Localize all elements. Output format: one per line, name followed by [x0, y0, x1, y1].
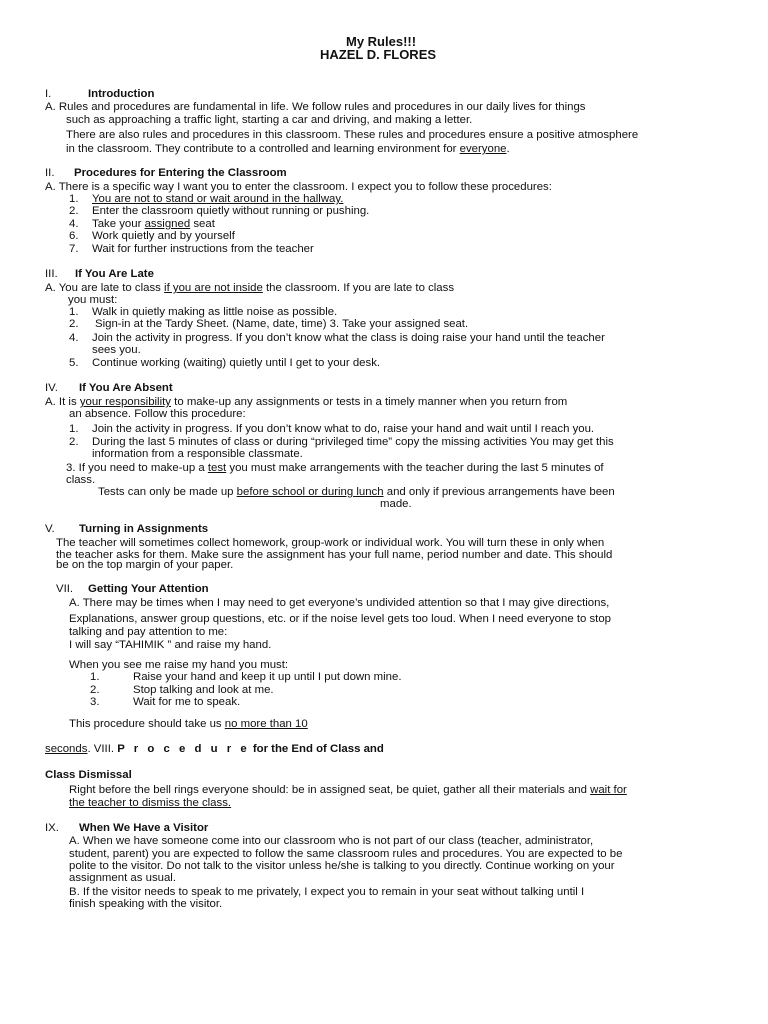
- list-number: 7.: [69, 243, 79, 255]
- section-heading: Getting Your Attention: [88, 583, 209, 595]
- list-item: During the last 5 minutes of class or during “privileged time” copy the missing activities You may get this: [92, 436, 614, 448]
- list-item: Work quietly and by yourself: [92, 230, 235, 242]
- list-item-continuation: information from a responsible classmate.: [92, 448, 303, 460]
- list-item: Stop talking and look at me.: [133, 684, 274, 696]
- paragraph-line: This procedure should take us no more than 10: [69, 718, 308, 730]
- list-item: Raise your hand and keep it up until I put down mine.: [133, 671, 402, 683]
- paragraph-line: A. There may be times when I may need to get everyone’s undivided attention so that I may give directions,: [69, 597, 610, 609]
- section-number: IV.: [45, 382, 58, 394]
- paragraph-line: The teacher will sometimes collect homework, group-work or individual work. You will turn these in only when: [56, 537, 605, 549]
- paragraph-line: When you see me raise my hand you must:: [69, 659, 289, 671]
- paragraph-line: polite to the visitor. Do not talk to the visitor unless he/she is talking to you directly. Continue working on your: [69, 860, 615, 872]
- paragraph-line: the teacher asks for them. Make sure the assignment has your full name, period number and date. This should: [56, 549, 613, 561]
- section-number: seconds. VIII. P r o c e d u r e for the End of Class and: [45, 743, 384, 755]
- paragraph-line: B. If the visitor needs to speak to me privately, I expect you to remain in your seat without talking until I: [69, 886, 585, 898]
- section-number: II.: [45, 167, 55, 179]
- section-heading: P r o c e d u r e: [117, 743, 250, 755]
- section-heading: Procedures for Entering the Classroom: [74, 167, 287, 179]
- list-item-continuation: sees you.: [92, 344, 141, 356]
- list-item: 3. If you need to make-up a test you must make arrangements with the teacher during the last 5 minutes of: [66, 462, 604, 474]
- list-item: Walk in quietly making as little noise as possible.: [92, 306, 338, 318]
- paragraph-line: There are also rules and procedures in this classroom. These rules and procedures ensure a positive atmosphere: [66, 129, 639, 141]
- paragraph-line: such as approaching a traffic light, starting a car and driving, and making a letter.: [66, 114, 473, 126]
- section-number: V.: [45, 523, 55, 535]
- list-number: 2.: [90, 684, 100, 696]
- document-author: HAZEL D. FLORES: [320, 47, 437, 62]
- list-item: Join the activity in progress. If you don’t know what the class is doing raise your hand until the teacher: [92, 332, 605, 344]
- paragraph-line: I will say “TAHIMIK ” and raise my hand.: [69, 639, 272, 651]
- section-heading: When We Have a Visitor: [79, 822, 209, 834]
- list-item: Wait for further instructions from the teacher: [92, 243, 314, 255]
- list-number: 2.: [69, 436, 79, 448]
- list-item-continuation: class.: [66, 474, 96, 486]
- list-number: 1.: [69, 423, 79, 435]
- section-heading: If You Are Late: [75, 268, 154, 280]
- list-number: 1.: [69, 193, 79, 205]
- list-number: 2.: [69, 318, 79, 330]
- list-number: 2.: [69, 205, 79, 217]
- paragraph-line: be on the top margin of your paper.: [56, 559, 234, 571]
- paragraph-line: A. Rules and procedures are fundamental in life. We follow rules and procedures in our daily lives for things: [45, 101, 586, 113]
- paragraph-line: an absence. Follow this procedure:: [69, 408, 246, 420]
- list-number: 6.: [69, 230, 79, 242]
- section-number: IX.: [45, 822, 59, 834]
- paragraph-line: Right before the bell rings everyone should: be in assigned seat, be quiet, gather all their materials and wait for: [69, 784, 627, 796]
- paragraph-line: assignment as usual.: [69, 872, 177, 884]
- paragraph-line: A. There is a specific way I want you to enter the classroom. I expect you to follow these procedures:: [45, 181, 552, 193]
- section-heading: Class Dismissal: [45, 769, 132, 781]
- paragraph-line: student, parent) you are expected to follow the same classroom rules and procedures. You are expected to be: [69, 848, 623, 860]
- paragraph-line: in the classroom. They contribute to a controlled and learning environment for everyone.: [66, 143, 510, 155]
- list-number: 1.: [69, 306, 79, 318]
- list-item: Take your assigned seat: [92, 218, 215, 230]
- list-number: 4.: [69, 218, 79, 230]
- section-heading: If You Are Absent: [79, 382, 173, 394]
- section-number: VII.: [56, 583, 74, 595]
- section-heading: Turning in Assignments: [79, 523, 209, 535]
- section-number: III.: [45, 268, 58, 280]
- paragraph-line: talking and pay attention to me:: [69, 626, 228, 638]
- list-item: Enter the classroom quietly without running or pushing.: [92, 205, 370, 217]
- list-item: Wait for me to speak.: [133, 696, 241, 708]
- list-number: 3.: [90, 696, 100, 708]
- list-number: 4.: [69, 332, 79, 344]
- paragraph-line: A. It is your responsibility to make-up any assignments or tests in a timely manner when you return from: [45, 396, 568, 408]
- paragraph-line: made.: [380, 498, 412, 510]
- list-item: You are not to stand or wait around in the hallway.: [92, 193, 344, 205]
- list-item: Join the activity in progress. If you don’t know what to do, raise your hand and wait until I reach you.: [92, 423, 595, 435]
- paragraph-line: you must:: [68, 294, 118, 306]
- paragraph-line: Tests can only be made up before school or during lunch and only if previous arrangements have been: [98, 486, 615, 498]
- document-title: My Rules!!!: [346, 34, 417, 49]
- underlined-text: everyone: [459, 143, 507, 155]
- list-number: 1.: [90, 671, 100, 683]
- paragraph-line: A. You are late to class if you are not inside the classroom. If you are late to class: [45, 282, 455, 294]
- list-number: 5.: [69, 357, 79, 369]
- paragraph-line: A. When we have someone come into our classroom who is not part of our class (teacher, administrator,: [69, 835, 594, 847]
- paragraph-line: the teacher to dismiss the class.: [69, 797, 232, 809]
- paragraph-line: finish speaking with the visitor.: [69, 898, 223, 910]
- section-number: I.: [45, 88, 52, 100]
- section-heading: Introduction: [88, 88, 155, 100]
- list-item: Continue working (waiting) quietly until I get to your desk.: [92, 357, 381, 369]
- paragraph-line: Explanations, answer group questions, etc. or if the noise level gets too loud. When I need everyone to stop: [69, 613, 612, 625]
- list-item: Sign-in at the Tardy Sheet. (Name, date, time) 3. Take your assigned seat.: [95, 318, 469, 330]
